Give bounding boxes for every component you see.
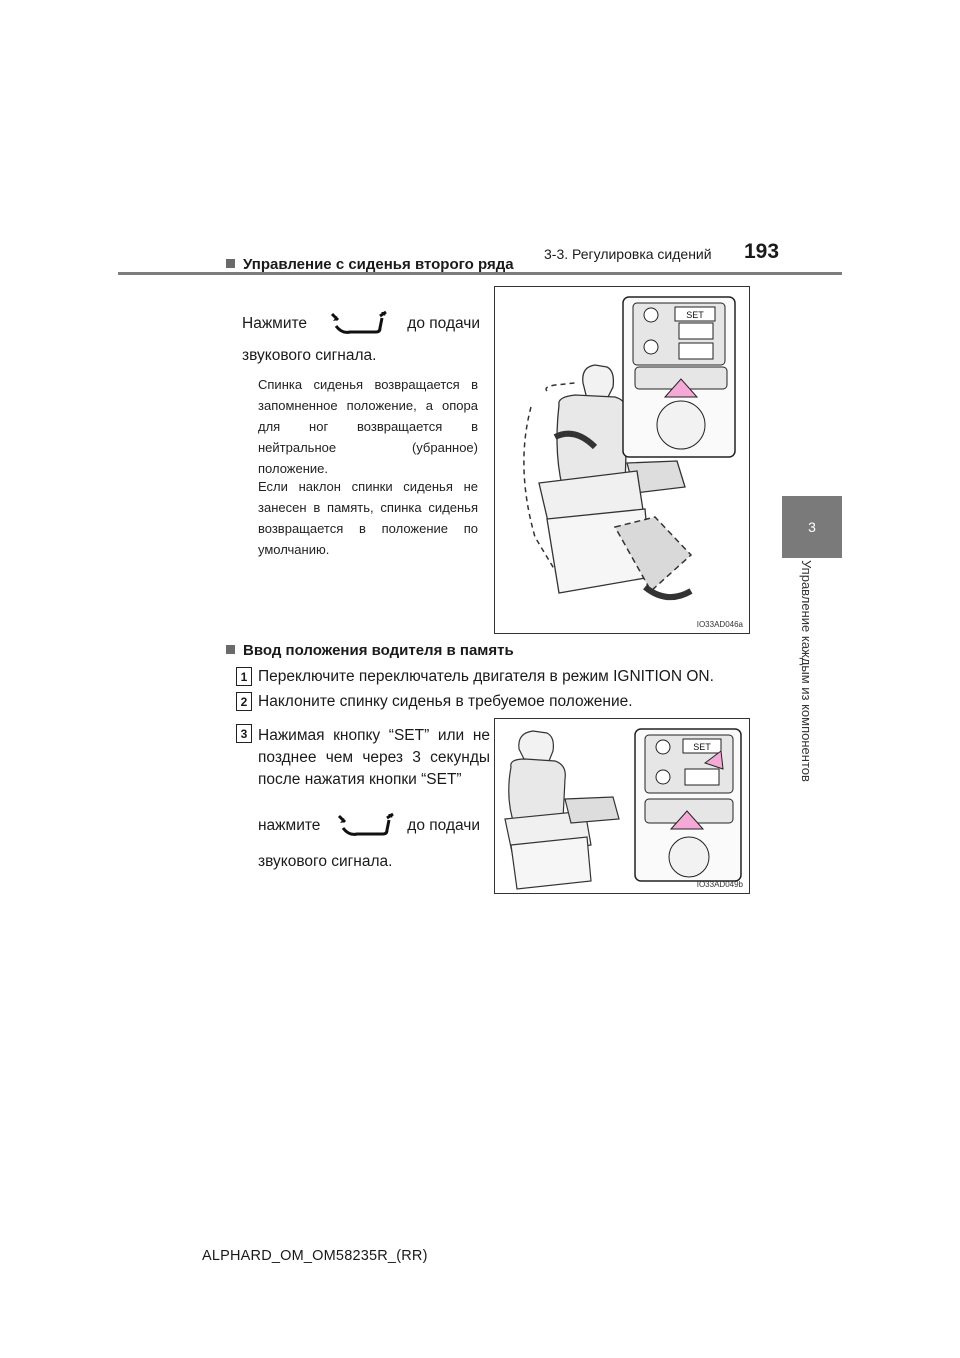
step-text-3: Нажимая кнопку “SET” или не позднее чем через 3 секунды после нажатия кнопки “SET” (258, 727, 490, 788)
figure-memory-set (494, 718, 750, 894)
step3-press-text: нажмите (258, 816, 321, 834)
instruction-press-text: Нажмите (242, 314, 308, 332)
step3-until-text: до подачи (407, 816, 480, 834)
figure-code-2: IO33AD049b (696, 880, 743, 889)
panel-set-label: SET (693, 742, 711, 752)
instruction-signal-text: звукового сигнала. (242, 347, 377, 364)
chapter-tab-label: Управление каждым из компонентов (799, 560, 814, 782)
heading-bullet-icon (226, 645, 235, 654)
section-heading-text: Ввод положения водителя в память (243, 642, 514, 659)
running-header-section: 3-3. Регулировка сидений (544, 246, 712, 262)
figure-code-1: IO33AD046a (696, 620, 743, 629)
instruction-line-1 (242, 310, 480, 336)
seat-return-button-icon (326, 310, 388, 336)
footer-doc-code: ALPHARD_OM_OM58235R_(RR) (202, 1248, 428, 1264)
section-heading-text: Управление с сиденья второго ряда (243, 256, 514, 273)
chapter-tab-number: 3 (808, 519, 816, 535)
step3-instruction-line (258, 812, 480, 838)
step-number-2: 2 (236, 692, 252, 711)
step-text-1: Переключите переключатель двигателя в режим IGNITION ON. (258, 668, 714, 685)
step-number-3: 3 (236, 724, 252, 743)
figure-seat-recall (494, 286, 750, 634)
instruction-until-text: до подачи (407, 314, 480, 332)
seat-return-button-icon (333, 812, 395, 838)
step3-signal-text: звукового сигнала. (258, 853, 393, 870)
seat-illustration-1 (495, 287, 749, 633)
note-paragraph-1: Спинка сиденья возвращается в запомненное положение, а опора для ног возвращается в нейтральное (убранное) положение. (258, 377, 478, 476)
step-text-2: Наклоните спинку сиденья в требуемое положение. (258, 693, 633, 710)
note-paragraph-2: Если наклон спинки сиденья не занесен в память, спинка сиденья возвращается в положение по умолчанию. (258, 479, 478, 557)
panel-set-label: SET (686, 310, 704, 320)
page-number: 193 (744, 240, 780, 263)
section-heading-memory (226, 642, 514, 659)
seat-illustration-2 (495, 719, 749, 893)
heading-bullet-icon (226, 259, 235, 268)
section-heading-second-row (226, 256, 514, 273)
step-number-1: 1 (236, 667, 252, 686)
